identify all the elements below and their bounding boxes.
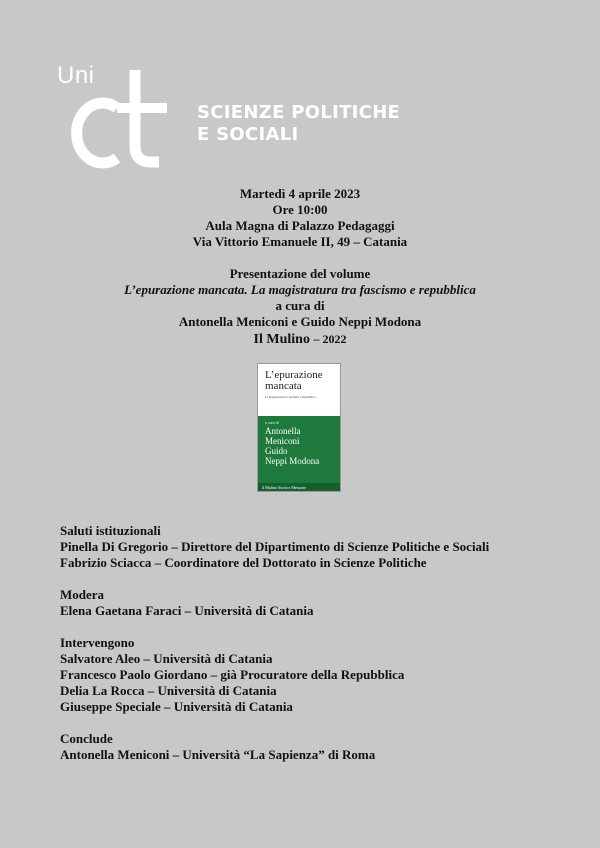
presentation-intro: Presentazione del volume: [229, 266, 371, 281]
department-name: [197, 102, 400, 146]
cover-title: [265, 370, 323, 392]
event-address: Via Vittorio Emanuele II, 49 – Catania: [192, 234, 408, 249]
speaker-line: Salvatore Aleo – Università di Catania: [60, 651, 273, 666]
section-heading: Intervengono: [60, 635, 135, 650]
cover-imprint: il Mulino Storia e Memorie: [262, 485, 306, 490]
cover-acura: a cura di: [265, 420, 279, 425]
section-conclude: [60, 731, 489, 763]
speaker-line: Pinella Di Gregorio – Direttore del Dipartimento di Scienze Politiche e Sociali: [60, 539, 490, 554]
book-cover-image: [257, 363, 341, 492]
curated-by: a cura di: [275, 298, 325, 313]
cover-green-panel: [258, 416, 340, 491]
book-editors: Antonella Meniconi e Guido Neppi Modona: [178, 314, 422, 329]
cover-author-1b: Meniconi: [265, 436, 300, 446]
section-heading: Modera: [60, 587, 105, 602]
event-venue: Aula Magna di Palazzo Pedagaggi: [205, 218, 395, 233]
event-program: [60, 523, 489, 779]
publisher-line: [0, 330, 600, 349]
section-intervengono: [60, 635, 489, 715]
cover-author-2b: Neppi Modona: [265, 456, 320, 466]
speaker-line: Antonella Meniconi – Università “La Sapienza” di Roma: [60, 747, 376, 762]
event-info: [0, 186, 600, 250]
section-modera: [60, 587, 489, 619]
cover-imprint-bar: [258, 483, 340, 491]
cover-author-1a: Antonella: [265, 426, 301, 436]
section-saluti: [60, 523, 489, 571]
speaker-line: Elena Gaetana Faraci – Università di Catania: [60, 603, 314, 618]
logo-uni-text: Uni: [57, 62, 95, 89]
speaker-line: Fabrizio Sciacca – Coordinatore del Dottorato in Scienze Politiche: [60, 555, 427, 570]
speaker-line: Giuseppe Speciale – Università di Catania: [60, 699, 293, 714]
cover-subtitle: La magistratura tra fascismo e Repubblica: [265, 395, 316, 399]
department-line-1: SCIENZE POLITICHE: [197, 102, 401, 123]
cover-author-2a: Guido: [265, 446, 288, 456]
section-heading: Saluti istituzionali: [60, 523, 161, 538]
speaker-line: Francesco Paolo Giordano – già Procuratore della Repubblica: [60, 667, 405, 682]
cover-authors: [265, 426, 319, 466]
department-line-2: E SOCIALI: [197, 124, 299, 145]
publisher-name: Il Mulino: [253, 332, 310, 347]
event-date: Martedì 4 aprile 2023: [239, 186, 361, 201]
cover-title-line-2: mancata: [265, 380, 302, 392]
speaker-line: Delia La Rocca – Università di Catania: [60, 683, 277, 698]
book-title: L’epurazione mancata. La magistratura tra fascismo e repubblica: [124, 282, 476, 297]
publication-year: – 2022: [313, 332, 347, 346]
unict-logo: [55, 62, 435, 172]
section-heading: Conclude: [60, 731, 113, 746]
cover-title-line-1: L’epurazione: [265, 369, 323, 381]
event-time: Ore 10:00: [272, 202, 328, 217]
book-presentation: [0, 266, 600, 349]
